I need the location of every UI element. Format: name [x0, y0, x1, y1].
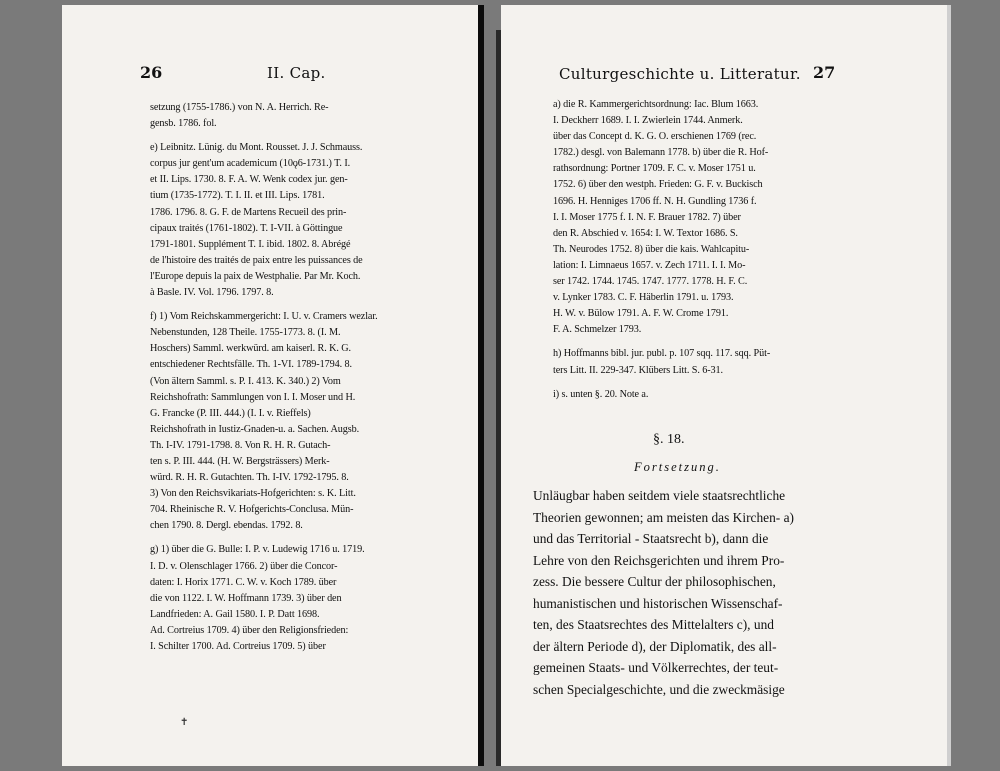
book-spine-shadow [478, 5, 484, 766]
right-running-head: Culturgeschichte u. Litteratur. [559, 65, 801, 83]
body-line: zess. Die bessere Cultur der philosophischen, [533, 574, 776, 589]
footnote-line: g) 1) über die G. Bulle: I. P. v. Ludewig 1716 u. 1719. [150, 544, 365, 556]
footnote-line: l'Europe depuis la paix de Westphalie. Par Mr. Koch. [150, 270, 361, 282]
right-page-number: 27 [813, 63, 836, 82]
footnote-line: de l'histoire des traités de paix entre les puissances de [150, 254, 363, 266]
left-page-number: 26 [140, 63, 163, 82]
footnote-line: Ad. Cortreius 1709. 4) über den Religionsfrieden: [150, 624, 349, 636]
footnote-line: daten: I. Horix 1771. C. W. v. Koch 1789. über [150, 576, 337, 588]
footnote-line: corpus jur gent'um academicum (10ǫ6-1731.) T. I. [150, 158, 351, 170]
body-line: und das Territorial - Staatsrecht b), dann die [533, 531, 769, 546]
footnote-line [553, 379, 898, 387]
footnote-line: I. Deckherr 1689. I. I. Zwierlein 1744. Anmerk. [553, 115, 743, 127]
footnote-line: rathsordnung: Portner 1709. F. C. v. Moser 1751 u. [553, 163, 756, 175]
footnote-line: tium (1735-1772). T. I. II. et III. Lips. 1781. [150, 190, 325, 202]
footnote-line: 3) Von den Reichsvikariats-Hofgerichten: s. K. Litt. [150, 488, 356, 500]
footnote-line: die von 1122. I. W. Hoffmann 1739. 3) über den [150, 592, 342, 604]
footnote-line: ser 1742. 1744. 1745. 1747. 1777. 1778. H. F. C. [553, 276, 748, 288]
footnote-line: I. I. Moser 1775 f. I. N. F. Brauer 1782. 7) über [553, 211, 741, 223]
footnote-line: ten s. P. III. 444. (H. W. Bergsträssers) Merk- [150, 455, 330, 467]
footnote-line: G. Francke (P. III. 444.) (I. I. v. Rieffels) [150, 407, 311, 419]
footnote-line: Landfrieden: A. Gail 1580. I. P. Datt 1698. [150, 608, 320, 620]
footnote-line: i) s. unten §. 20. Note a. [553, 388, 649, 400]
footnote-line: 1791-1801. Supplément T. I. ibid. 1802. 8. Abrégé [150, 238, 351, 250]
footnote-line: Hoschers) Samml. werkwürd. am kaiserl. R. K. G. [150, 343, 351, 355]
footnote-line: entschiedener Rechtsfälle. Th. 1-VI. 1789-1794. 8. [150, 359, 352, 371]
body-line: Unläugbar haben seitdem viele staatsrechtliche [533, 488, 786, 503]
footnote-line: 1782.) desgl. von Balemann 1778. b) über die R. Hof- [553, 147, 769, 159]
footnote-line: cipaux traités (1761-1802). T. I-VII. à Göttingue [150, 222, 343, 234]
footnote-line: Reichshofrath: Sammlungen von I. I. Moser und H. [150, 391, 356, 403]
footnote-line: I. D. v. Olenschlager 1766. 2) über die Concor- [150, 560, 338, 572]
footnote-line: Nebenstunden, 128 Theile. 1755-1773. 8. (I. M. [150, 327, 341, 339]
margin-mark: ✝ [180, 717, 189, 728]
footnote-line: f) 1) Vom Reichskammergericht: I. U. v. Cramers wezlar. [150, 311, 378, 323]
body-line: Lehre von den Reichsgerichten und ihrem Pro- [533, 552, 785, 568]
body-line: ten, des Staatsrechtes des Mittelalters c), und [533, 617, 774, 632]
footnote-line: e) Leibnitz. Lünig. du Mont. Rousset. J. J. Schmauss. [150, 142, 363, 154]
footnote-line: Th. Neurodes 1752. 8) über die kais. Wahlcapitu- [553, 243, 750, 255]
footnote-line: lation: I. Limnaeus 1657. v. Zech 1711. I. I. Mo- [553, 259, 746, 271]
body-line: gemeinen Staats- und Völkerrechtes, der teut- [533, 660, 779, 675]
footnote-line: gensb. 1786. fol. [150, 118, 217, 130]
right-footnotes [553, 97, 898, 403]
footnote-line: den R. Abschied v. 1654: I. W. Textor 1686. S. [553, 227, 738, 239]
footnote-line: et II. Lips. 1730. 8. F. A. W. Wenk codex jur. gen- [150, 174, 348, 186]
footnote-line: I. Schilter 1700. Ad. Cortreius 1709. 5) über [150, 641, 326, 652]
page-edge [947, 5, 951, 766]
footnote-line: setzung (1755-1786.) von N. A. Herrich. Re- [150, 102, 329, 113]
footnote-line [150, 132, 480, 140]
left-page [62, 5, 482, 766]
footnote-line: Th. I-IV. 1791-1798. 8. Von R. H. R. Gutach- [150, 439, 331, 451]
body-line: der ältern Periode d), der Diplomatik, des all- [533, 638, 777, 654]
body-line: schen Specialgeschichte, und die zweckmäsige [533, 681, 785, 697]
right-page [501, 5, 947, 766]
footnote-line: H. W. v. Bülow 1791. A. F. W. Crome 1791. [553, 308, 729, 320]
left-footnotes [150, 100, 480, 655]
footnote-line: à Basle. IV. Vol. 1796. 1797. 8. [150, 287, 274, 299]
section-subtitle: Fortsetzung. [634, 460, 721, 474]
body-line: humanistischen und historischen Wissenschaf- [533, 595, 783, 611]
section-body [533, 485, 873, 700]
footnote-line: a) die R. Kammergerichtsordnung: Iac. Blum 1663. [553, 99, 759, 110]
section-number: §. 18. [653, 432, 685, 447]
footnote-line: (Von ältern Samml. s. P. I. 413. K. 340.) 2) Vom [150, 375, 341, 387]
footnote-line: 1786. 1796. 8. G. F. de Martens Recueil des prin- [150, 206, 347, 218]
footnote-line: Reichshofrath in Iustiz-Gnaden-u. a. Sachen. Augsb. [150, 423, 360, 435]
footnote-line: chen 1790. 8. Dergl. ebendas. 1792. 8. [150, 520, 303, 532]
footnote-line [553, 338, 898, 346]
footnote-line: würd. R. H. R. Gutachten. Th. I-IV. 1792-1795. 8. [150, 472, 349, 484]
footnote-line: 1752. 6) über den westph. Frieden: G. F. v. Buckisch [553, 179, 763, 191]
footnote-line: h) Hoffmanns bibl. jur. publ. p. 107 sqq. 117. sqq. Püt- [553, 348, 771, 360]
footnote-line: 1696. H. Henniges 1706 ff. N. H. Gundling 1736 f. [553, 195, 757, 207]
footnote-line: ters Litt. II. 229-347. Klübers Litt. S. 6-31. [553, 364, 723, 376]
footnote-line [150, 534, 480, 542]
footnote-line: v. Lynker 1783. C. F. Häberlin 1791. u. 1793. [553, 292, 734, 304]
body-line: Theorien gewonnen; am meisten das Kirchen- a) [533, 509, 795, 525]
footnote-line: über das Concept d. K. G. O. erschienen 1769 (rec. [553, 131, 757, 143]
footnote-line: 704. Rheinische R. V. Hofgerichts-Conclusa. Mün- [150, 504, 354, 516]
footnote-line [150, 301, 480, 309]
left-running-head: II. Cap. [267, 64, 326, 82]
footnote-line: F. A. Schmelzer 1793. [553, 324, 642, 336]
